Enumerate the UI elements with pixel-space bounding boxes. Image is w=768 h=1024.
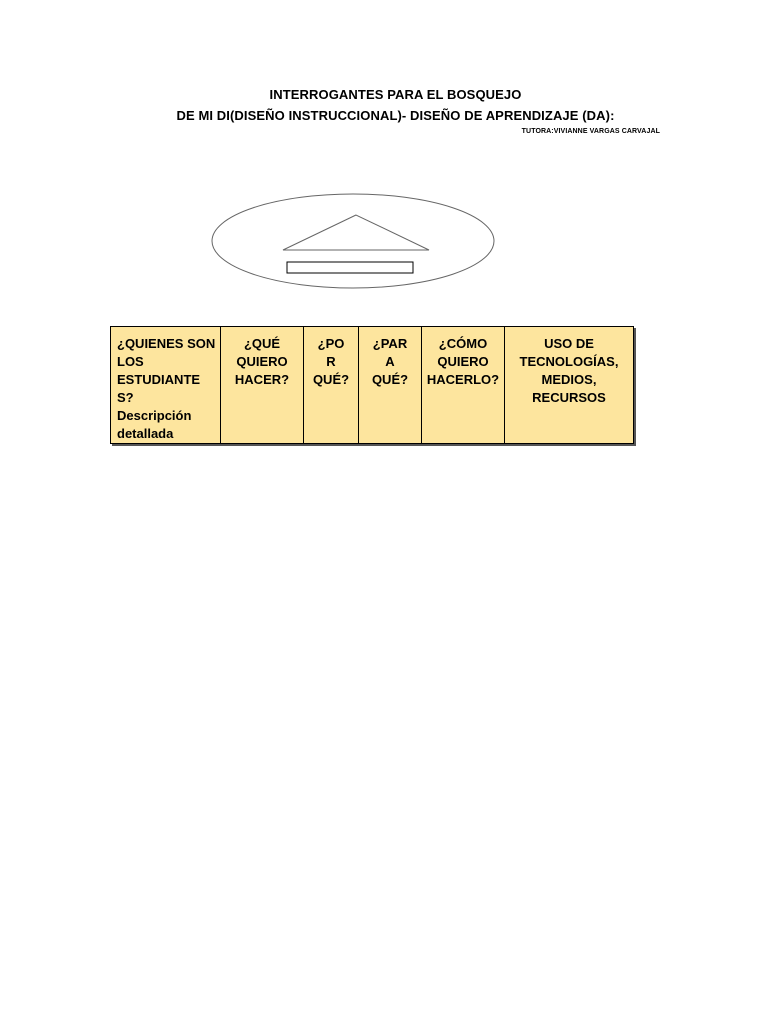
questions-table [110,326,634,444]
diagram-ellipse [212,194,494,288]
header-cell-students: ¿QUIENES SON LOS ESTUDIANTES? Descripción detallada [111,327,221,444]
diagram-rectangle [287,262,413,273]
document-title-line-1: INTERROGANTES PARA EL BOSQUEJO [269,87,522,102]
sketch-diagram [210,192,500,292]
header-cell-how: ¿CÓMO QUIERO HACERLO? [422,327,505,444]
document-title-line-2: DE MI DI(DISEÑO INSTRUCCIONAL)- DISEÑO DE APRENDIZAJE (DA): [176,108,615,123]
table-header-row [111,327,634,444]
diagram-triangle [283,215,429,250]
tutor-credit: TUTORA:VIVIANNE VARGAS CARVAJAL [521,128,660,135]
header-cell-why: ¿PO R QUÉ? [304,327,359,444]
header-cell-what: ¿QUÉ QUIERO HACER? [221,327,304,444]
header-cell-what-for: ¿PAR A QUÉ? [359,327,422,444]
header-cell-technologies: USO DE TECNOLOGÍAS, MEDIOS, RECURSOS [505,327,634,444]
